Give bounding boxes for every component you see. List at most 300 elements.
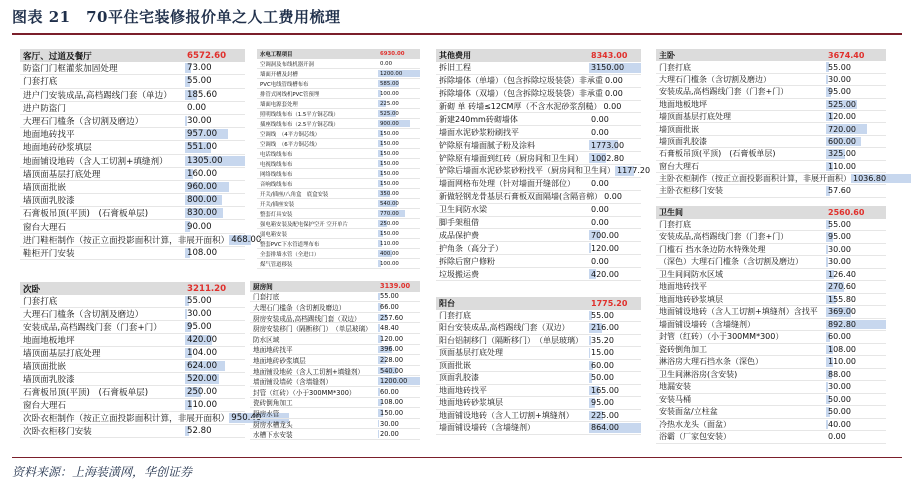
item-value: 108.00 [380, 398, 404, 407]
table-row [656, 86, 886, 98]
item-value: 160.00 [187, 168, 218, 179]
item-name: 大理石门槛条（含切割及磨边） [23, 310, 144, 320]
item-value: 0.00 [591, 114, 609, 124]
item-value-cell [589, 152, 641, 164]
item-name: 封管（红砖）（小于300MM*300） [659, 332, 784, 342]
item-value: 120.00 [591, 243, 619, 253]
item-name: 墙面网格布处理（针对墙面开缝部位） [439, 179, 575, 189]
item-value: 1200.00 [380, 377, 408, 386]
item-name: 电话线线布布 [260, 151, 293, 158]
item-name: 拆除墙体（单墙）（包含拆除垃圾装袋）非承重 [439, 76, 603, 86]
item-name: 空调线 （6平方铜芯线） [260, 141, 321, 148]
table-row [436, 126, 641, 139]
item-value: 35.20 [591, 335, 614, 345]
item-value: 551.00 [187, 142, 218, 153]
item-value: 165.00 [591, 385, 619, 395]
item-value-cell [378, 209, 420, 218]
table-row [436, 268, 641, 281]
table-row [20, 295, 245, 308]
item-value: 0.00 [591, 256, 609, 266]
table-row [250, 302, 420, 313]
item-name: 排管式网线机PVC管预埋 [260, 91, 320, 98]
table-row [257, 169, 420, 179]
item-value-cell [378, 345, 420, 355]
item-name: 插座线线布布（2.5平方铜芯线） [260, 121, 339, 128]
item-name: 厨房安装移门（隔断移门） （单层玻璃） [253, 325, 372, 334]
table-row [656, 123, 886, 135]
item-value-cell [826, 344, 886, 356]
item-value: 95.00 [828, 87, 851, 97]
table-row [250, 323, 420, 334]
item-value-cell [378, 313, 420, 323]
table-row [436, 101, 641, 114]
item-value-cell [826, 123, 886, 134]
table-row [436, 242, 641, 255]
panel-header-name: 次卧 [23, 284, 41, 295]
item-value: 3150.00 [591, 63, 625, 73]
table-row [257, 139, 420, 149]
item-name: 鞋柜开门安装 [23, 248, 75, 259]
item-name: 空调洞及布线机器开洞 [260, 61, 314, 68]
item-value: 420.00 [591, 269, 619, 279]
item-value: 40.00 [828, 419, 851, 429]
item-name: 浴霸（厂家包安装） [659, 432, 731, 442]
table-row [656, 369, 886, 382]
item-value: 120.00 [380, 334, 404, 343]
panel-chufang [250, 281, 420, 440]
table-row [436, 204, 641, 217]
item-value-cell [826, 256, 886, 268]
item-value-cell [826, 331, 886, 343]
table-row [20, 181, 245, 194]
item-value-cell [826, 431, 886, 443]
item-value: 73.00 [187, 63, 212, 74]
item-value-cell [378, 292, 420, 302]
table-row [20, 141, 245, 154]
item-name: 墙顶面基层打底处理 [23, 169, 101, 180]
item-value: 150.00 [380, 408, 404, 417]
item-value-cell [378, 89, 420, 98]
item-value: 892.80 [828, 319, 856, 329]
item-name: 地漏安装 [659, 382, 691, 392]
item-value-cell [378, 109, 420, 118]
table-row [20, 194, 245, 207]
panel-header-name: 阳台 [439, 298, 455, 308]
item-value: 540.00 [380, 200, 399, 207]
item-name: 门槛石 挡水条边防水特殊处理 [659, 244, 766, 254]
item-value-cell [589, 217, 641, 229]
item-value-cell [378, 69, 420, 78]
item-name: 地面铺设地砖（含人工切割+填缝剂）含找平 [659, 307, 818, 317]
table-row [257, 179, 420, 189]
item-name: 墙顶面基层打底处理 [659, 112, 731, 122]
panel-header-name: 其他费用 [439, 50, 471, 60]
item-value: 228.00 [380, 355, 404, 364]
item-value-cell [589, 372, 641, 384]
table-row [436, 310, 641, 323]
item-value-cell [378, 387, 420, 397]
table-row [656, 99, 886, 111]
item-value: 55.00 [828, 62, 851, 72]
item-value-cell [378, 139, 420, 148]
item-value: 15.00 [591, 348, 614, 358]
item-name: 墙面铺设墙砖（含墙缝剂） [253, 378, 333, 387]
title-divider [12, 33, 902, 35]
item-value-cell [378, 59, 420, 68]
item-name: 安装面盆/立柱盆 [659, 407, 718, 417]
item-value-cell [826, 161, 886, 172]
item-value: 325.00 [828, 149, 856, 159]
item-value: 950.40 [231, 413, 262, 423]
table-row [257, 69, 420, 79]
item-value: 0.00 [591, 127, 609, 137]
table-row [250, 366, 420, 377]
item-value: 585.00 [380, 80, 399, 87]
table-row [20, 115, 245, 128]
item-value: 720.00 [828, 124, 856, 134]
item-value-cell [589, 242, 641, 254]
footer-divider [12, 457, 902, 458]
item-value: 250.00 [187, 387, 218, 397]
item-value-cell [826, 136, 886, 147]
item-name: 强电箱安装及配电保护空开 空开单片 [260, 221, 348, 228]
item-name: 音响线线布布 [260, 181, 293, 188]
item-name: 石膏板吊顶(平顶) (石膏板单层) [659, 149, 776, 159]
item-value-cell [826, 86, 886, 97]
item-name: 大理石门槛条（含切割及磨边） [253, 303, 346, 312]
item-value-cell [185, 295, 245, 307]
table-row [20, 412, 262, 425]
item-value-cell [826, 185, 886, 196]
table-row [250, 398, 420, 409]
item-value-cell [185, 321, 245, 333]
item-value-cell [826, 394, 886, 406]
item-value: 1773.00 [591, 140, 625, 150]
panel-header-name: 水电工程项目 [260, 52, 293, 58]
item-name: 新建240mm砖砌墙体 [439, 114, 518, 124]
table-row [656, 419, 886, 432]
item-value-cell [826, 319, 886, 331]
item-name: 大理石门槛条（含切割及磨边） [23, 117, 144, 128]
table-row [436, 165, 651, 178]
panel-weisheng [656, 206, 886, 444]
figure-title: 图表 21 70平住宅装修报价单之人工费用梳理 [12, 8, 341, 26]
item-value-cell [589, 255, 641, 267]
table-row [656, 61, 886, 73]
item-value: 1305.00 [187, 155, 223, 166]
item-name: 安装成品,高档踢线门套（门套+门） [659, 232, 789, 242]
item-name: 进户防盗门 [23, 103, 66, 114]
item-value-cell [826, 281, 886, 293]
table-row [257, 209, 420, 219]
item-value: 52.80 [187, 426, 212, 436]
table-row [656, 256, 886, 269]
table-row [656, 161, 886, 173]
table-row [20, 75, 245, 88]
item-value: 864.00 [591, 423, 619, 433]
item-value: 48.40 [380, 324, 399, 333]
item-name: 开关/插座安装 [260, 201, 295, 208]
item-value: 0.00 [380, 60, 393, 67]
item-value-cell [378, 159, 420, 168]
table-row [436, 397, 641, 410]
item-value-cell [378, 355, 420, 365]
table-row [250, 292, 420, 303]
panel-header-name: 厨房间 [253, 283, 273, 292]
item-name: 冷热水龙头（面盆） [659, 419, 731, 429]
item-value-cell [185, 360, 245, 372]
panel-header [436, 297, 641, 310]
item-value: 1200.00 [380, 70, 403, 77]
item-value: 624.00 [187, 361, 218, 371]
table-row [656, 173, 886, 185]
item-name: 次卧衣柜移门安装 [23, 427, 92, 437]
table-row [656, 294, 886, 307]
item-name: 大理石门槛条（含切割及磨边） [659, 74, 771, 84]
item-value: 0.00 [591, 218, 609, 228]
table-row [257, 229, 420, 239]
item-name: 卫生间间防水区域 [659, 269, 723, 279]
table-row [656, 431, 886, 444]
item-value-cell [378, 429, 420, 439]
item-value-cell [589, 397, 641, 409]
item-value-cell [185, 181, 245, 193]
item-value-cell [185, 102, 245, 114]
item-name: 进户门安装成品,高档踢线门套（单边） [23, 90, 172, 101]
item-value: 900.00 [380, 120, 399, 127]
item-name: 地面地砖找平 [23, 130, 75, 141]
item-name: 铲除后墙面水泥砂浆砂粉找平（厨房间和卫生间） [439, 166, 615, 176]
item-value: 30.00 [187, 116, 212, 127]
item-name: 窗台大理石 [23, 222, 66, 233]
table-row [20, 347, 245, 360]
item-name: 墙顶面基层打底处理 [23, 349, 101, 359]
item-name: PVC电线管线槽布布 [260, 81, 309, 88]
item-name: 网络线线布布 [260, 171, 293, 178]
item-value-cell [589, 385, 641, 397]
table-row [656, 269, 886, 282]
item-value-cell [589, 204, 641, 216]
item-value-cell [826, 231, 886, 243]
item-value-cell [378, 119, 420, 128]
item-value: 957.00 [187, 129, 218, 140]
item-value: 0.00 [591, 205, 609, 215]
table-row [656, 331, 886, 344]
item-name: 安装成品,高档踢线门套（门套+门） [23, 323, 162, 333]
item-value-cell [378, 129, 420, 138]
item-name: 石膏板吊顶(平顶) (石膏板单层) [23, 209, 149, 220]
item-name: 地面地砖找平 [439, 385, 487, 395]
table-row [656, 136, 886, 148]
panel-zhuwo [656, 49, 886, 198]
item-value: 525.00 [828, 99, 856, 109]
item-value: 126.40 [828, 269, 856, 279]
item-name: 地面地砖砂浆填层 [23, 143, 92, 154]
item-value-cell [378, 323, 420, 333]
table-row [436, 229, 641, 242]
item-name: 顶面基层打底处理 [439, 348, 503, 358]
item-name: 阳台铝制移门（隔断移门） （单层玻璃） [439, 335, 583, 345]
table-row [20, 102, 245, 115]
item-value-cell [826, 381, 886, 393]
item-name: 地面地砖砂浆填层 [439, 398, 503, 408]
table-row [257, 149, 420, 159]
table-row [656, 74, 886, 86]
table-row [257, 119, 420, 129]
table-row [257, 109, 420, 119]
item-value-cell [185, 347, 245, 359]
item-name: 墙顶面乳胶漆 [659, 136, 707, 146]
panel-header [20, 282, 245, 295]
item-value-cell [185, 247, 245, 259]
item-value-cell [378, 366, 420, 376]
panel-header-total: 3211.20 [187, 283, 227, 294]
item-value-cell [185, 62, 245, 74]
item-value: 55.00 [380, 292, 399, 301]
item-name: 拆除后窗户修粉 [439, 256, 495, 266]
item-name: 安装成品,高档踢线门套（门套+门） [659, 87, 789, 97]
panel-header [250, 281, 420, 292]
item-name: 卫生间防水梁 [439, 205, 487, 215]
item-value: 95.00 [187, 322, 212, 332]
table-row [436, 335, 641, 348]
panel-header-total: 2560.60 [828, 207, 865, 217]
item-name: 弱电箱安装 [260, 231, 287, 238]
item-value-cell [826, 419, 886, 431]
table-row [656, 356, 886, 369]
item-value: 150.00 [380, 230, 399, 237]
table-row [250, 313, 420, 324]
item-value-cell [589, 310, 641, 322]
item-value: 150.00 [380, 160, 399, 167]
item-value: 50.00 [591, 373, 614, 383]
panel-qita [436, 49, 651, 281]
item-value-cell [378, 149, 420, 158]
item-value: 396.00 [380, 345, 404, 354]
item-value: 150.00 [380, 150, 399, 157]
item-value-cell [589, 410, 641, 422]
item-value: 225.00 [380, 100, 399, 107]
item-value: 120.00 [828, 112, 856, 122]
item-value-cell [826, 244, 886, 256]
table-row [20, 207, 245, 220]
item-value: 185.60 [187, 89, 218, 100]
item-name: 封管（红砖）（小于300MM*300） [253, 388, 356, 397]
item-name: 墙顶面批嵌 [659, 124, 699, 134]
item-value: 257.60 [380, 313, 404, 322]
item-value-cell [185, 334, 245, 346]
item-value-cell [378, 334, 420, 344]
table-row [656, 381, 886, 394]
panel-header-total: 3139.00 [380, 282, 411, 291]
item-value-cell [589, 62, 641, 74]
item-value-cell [185, 207, 245, 219]
table-row [656, 219, 886, 232]
item-value-cell [826, 111, 886, 122]
value-bar [378, 430, 379, 438]
item-value-cell [826, 406, 886, 418]
value-bar [589, 348, 590, 358]
item-value: 400.00 [380, 250, 399, 257]
item-value: 66.00 [380, 302, 399, 311]
item-value: 0.00 [604, 192, 622, 202]
table-row [436, 217, 641, 230]
item-value: 30.00 [828, 244, 851, 254]
table-row [656, 148, 886, 160]
item-name: 铲除原有墙面腻子粉及涂料 [439, 140, 535, 150]
table-row [20, 386, 245, 399]
item-value: 104.00 [187, 348, 218, 358]
item-name: 次卧衣柜制作（按正立面投影面积计算，非展开面积） [23, 414, 230, 424]
item-value: 216.00 [591, 323, 619, 333]
table-row [250, 334, 420, 345]
table-row [656, 319, 886, 332]
table-row [257, 189, 420, 199]
panel-header [257, 49, 420, 59]
item-name: 新做轻钢龙骨基层石膏板双面隔墙(含隔音棉） [439, 192, 603, 202]
table-row [20, 321, 245, 334]
item-value: 60.00 [591, 360, 614, 370]
item-value-cell [589, 268, 641, 280]
item-value: 0.00 [828, 432, 846, 442]
table-row [257, 99, 420, 109]
item-value-cell [185, 386, 245, 398]
item-value: 95.00 [591, 398, 614, 408]
item-value: 50.00 [828, 394, 851, 404]
item-name: 墙顶面批嵌 [23, 182, 66, 193]
item-value: 0.00 [605, 76, 623, 86]
table-row [436, 139, 641, 152]
item-value-cell [185, 399, 245, 411]
table-row [257, 159, 420, 169]
table-row [436, 75, 641, 88]
panel-ciwo [20, 282, 262, 438]
item-value: 55.00 [591, 310, 614, 320]
item-value: 830.00 [187, 208, 218, 219]
item-value: 250.00 [380, 220, 399, 227]
item-value: 30.00 [828, 382, 851, 392]
panel-header-total: 6572.60 [187, 50, 227, 61]
item-name: 水槽下水安装 [253, 431, 293, 440]
table-row [20, 128, 245, 141]
item-value: 100.00 [380, 260, 399, 267]
table-row [250, 376, 420, 387]
table-row [20, 168, 245, 181]
item-value: 350.00 [380, 190, 399, 197]
item-value: 88.00 [828, 369, 851, 379]
item-value: 55.00 [828, 219, 851, 229]
table-row [436, 322, 641, 335]
item-value: 95.00 [828, 232, 851, 242]
item-value-cell [589, 335, 641, 347]
table-row [20, 247, 245, 260]
item-name: 门套打底 [659, 219, 691, 229]
item-name: 门套打底 [439, 310, 471, 320]
item-value-cell [185, 308, 245, 320]
item-name: 石膏板吊顶(平顶) (石膏板单层) [23, 388, 149, 398]
item-name: 电视线线布布 [260, 161, 293, 168]
item-name: 地面地板地坪 [23, 336, 75, 346]
table-row [436, 88, 641, 101]
item-value: 800.00 [187, 195, 218, 206]
table-row [257, 249, 420, 259]
item-value-cell [185, 115, 245, 127]
table-row [436, 62, 641, 75]
item-value: 1036.80 [853, 174, 887, 184]
item-value-cell [185, 128, 245, 140]
item-value: 150.00 [380, 180, 399, 187]
item-value-cell [589, 229, 641, 241]
